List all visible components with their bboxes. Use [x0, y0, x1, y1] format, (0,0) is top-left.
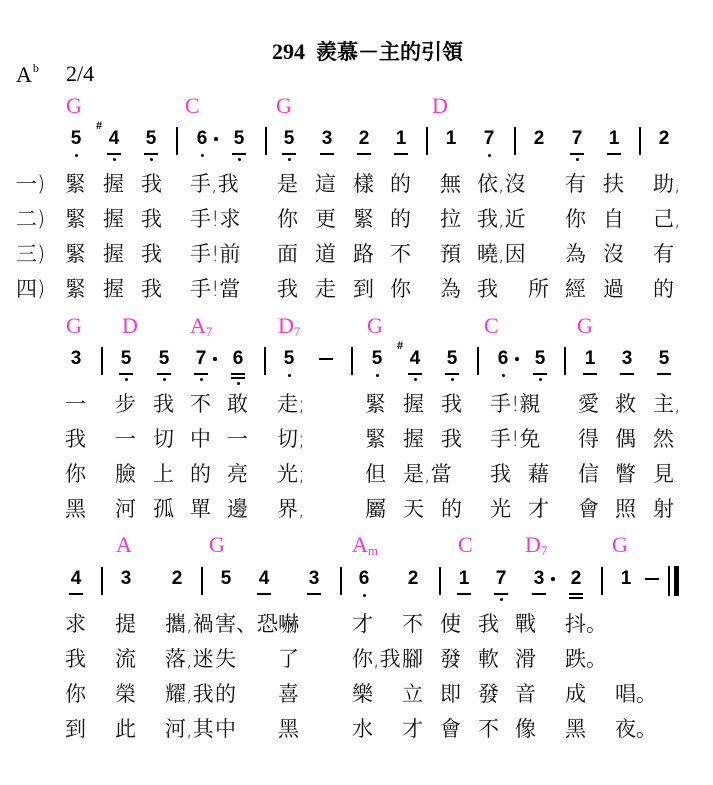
lyric-syllable: 不 — [478, 717, 499, 741]
lyric-syllable: 主, — [653, 392, 681, 416]
sustain-dash — [319, 358, 333, 360]
lyric-syllable: 過 — [603, 277, 624, 301]
jianpu-note: 5 — [280, 348, 298, 370]
jianpu-note: 3 — [70, 348, 82, 369]
chord-symbol: G — [66, 93, 82, 118]
lyric-syllable: 偶 — [615, 427, 636, 451]
underline-eighth — [107, 153, 121, 155]
lyric-syllable: 經 — [565, 277, 586, 301]
jianpu-note: 3 — [120, 568, 132, 589]
time-signature: 2/4 — [66, 61, 95, 86]
lyric-syllable: 河 — [115, 497, 136, 521]
lyric-syllable: 腳 — [402, 647, 423, 671]
jianpu-note: 5 — [531, 348, 549, 370]
lyric-syllable: 像 — [515, 717, 536, 741]
lyric-syllable: 落,迷 — [165, 647, 214, 671]
lyric-syllable: 的 — [390, 207, 411, 231]
octave-dot-below — [414, 378, 417, 381]
lyric-syllable: 所 — [528, 277, 549, 301]
jianpu-note: 3 — [305, 568, 323, 590]
lyric-syllable: 發 — [440, 647, 461, 671]
lyric-syllable: 預 — [440, 242, 461, 266]
jianpu-note: 2 — [567, 568, 585, 590]
lyric-syllable: 我 — [441, 427, 462, 451]
chord-quality: m — [367, 543, 379, 558]
lyric-syllable: 才 — [528, 497, 549, 521]
lyric-syllable: 己, — [653, 207, 681, 231]
lyric-syllable: 不 — [402, 612, 423, 636]
lyric-syllable: 你 — [65, 682, 86, 706]
lyric-syllable: 此 — [115, 717, 136, 741]
hymn-number: 294 — [272, 39, 305, 64]
barline — [264, 347, 266, 375]
lyric-syllable: 會 — [578, 497, 599, 521]
jianpu-note: 1 — [445, 128, 457, 149]
lyric-syllable: 上 — [153, 462, 174, 486]
lyric-syllable: 我 — [141, 242, 162, 266]
underline-eighth — [282, 153, 296, 155]
underline-eighth — [119, 373, 133, 375]
underline-eighth — [320, 153, 334, 155]
lyric-syllable: 射 — [653, 497, 674, 521]
chord-symbol: $A_7$ — [190, 313, 213, 339]
lyric-syllable: 的 — [390, 172, 411, 196]
lyric-syllable: 一 — [65, 392, 86, 416]
lyric-syllable: 提 — [115, 612, 136, 636]
barline — [601, 567, 603, 595]
lyric-syllable: 天 — [403, 497, 424, 521]
underline-eighth — [570, 153, 584, 155]
lyric-syllable: 為 — [440, 277, 461, 301]
octave-dot-below — [363, 594, 366, 597]
underline-eighth — [533, 373, 547, 375]
octave-dot-below — [288, 374, 291, 377]
lyric-syllable: 照 — [615, 497, 636, 521]
jianpu-note: 6 — [229, 348, 247, 370]
lyric-syllable: 光; — [277, 462, 306, 486]
chord-symbol: C — [458, 532, 473, 557]
lyric-syllable: 發 — [478, 682, 499, 706]
lyric-syllable: 亮 — [227, 462, 248, 486]
underline-sixteenth — [231, 377, 245, 379]
octave-dot-below — [451, 378, 454, 381]
lyric-syllable: 無 — [440, 172, 461, 196]
lyric-syllable: 緊 — [353, 207, 374, 231]
lyric-syllable: 道 — [315, 242, 336, 266]
lyric-syllable: 為 — [565, 242, 586, 266]
lyric-syllable: 流 — [115, 647, 136, 671]
lyric-syllable: 樣 — [353, 172, 374, 196]
lyric-syllable: 使 — [440, 612, 461, 636]
lyric-syllable: 到 — [353, 277, 374, 301]
jianpu-note: 3 — [530, 568, 548, 590]
lyric-syllable: 喜 — [278, 682, 299, 706]
lyric-syllable: 我 — [65, 427, 86, 451]
lyric-syllable: 河,其 — [165, 717, 214, 741]
lyric-syllable: 攜,禍 — [165, 612, 214, 636]
jianpu-note: 3 — [618, 348, 636, 370]
lyric-syllable: 藉 — [528, 462, 549, 486]
barline — [351, 347, 353, 375]
lyric-syllable: 握 — [103, 242, 124, 266]
lyric-syllable: 我 — [153, 392, 174, 416]
lyric-syllable: 我 — [141, 277, 162, 301]
lyric-syllable: 依,沒 — [477, 172, 526, 196]
lyric-syllable: 信 — [578, 462, 599, 486]
lyric-syllable: 走; — [277, 392, 306, 416]
chord-symbol: $A_m$ — [352, 532, 379, 558]
barline — [439, 567, 441, 595]
lyric-syllable: 你 — [65, 462, 86, 486]
underline-eighth — [408, 373, 422, 375]
lyric-syllable: 孤 — [153, 497, 174, 521]
lyric-syllable: 我 — [490, 462, 511, 486]
hymn-name: 羨慕－主的引領 — [316, 40, 463, 64]
chord-quality: 7 — [205, 324, 213, 339]
lyric-syllable: 的 — [653, 277, 674, 301]
lyric-syllable: 我 — [277, 277, 298, 301]
octave-dot-below — [75, 154, 78, 157]
lyric-syllable: 中 — [215, 717, 236, 741]
lyric-syllable: 救 — [615, 392, 636, 416]
jianpu-note: 5 — [220, 568, 232, 589]
chord-symbol: G — [209, 532, 225, 557]
jianpu-note: 7 — [480, 128, 498, 150]
lyric-syllable: 握 — [103, 207, 124, 231]
octave-dot-below — [201, 154, 204, 157]
jianpu-note: 7 — [568, 128, 586, 150]
octave-dot-below — [500, 598, 503, 601]
lyric-syllable: 敢 — [227, 392, 248, 416]
octave-dot-below — [576, 158, 579, 161]
barline — [564, 347, 566, 375]
lyric-syllable: 手,我 — [190, 172, 239, 196]
lyric-syllable: 中 — [190, 427, 211, 451]
lyric-syllable: 助, — [653, 172, 681, 196]
sharp-accidental: # — [397, 340, 404, 352]
octave-dot-below — [150, 158, 153, 161]
lyric-syllable: 得 — [578, 427, 599, 451]
jianpu-note: 3 — [318, 128, 336, 150]
lyric-syllable: 你 — [390, 277, 411, 301]
chord-symbol: A — [116, 532, 132, 557]
lyric-syllable: 一 — [115, 427, 136, 451]
lyric-syllable: 即 — [440, 682, 461, 706]
lyric-syllable: 手!親 — [490, 392, 541, 416]
lyric-syllable: 光 — [490, 497, 511, 521]
augmentation-dot — [551, 577, 555, 581]
jianpu-note: 7 — [492, 568, 510, 590]
lyric-syllable: 跌。 — [565, 647, 607, 671]
octave-dot-below — [125, 378, 128, 381]
lyric-syllable: 才 — [352, 612, 373, 636]
octave-dot-below — [163, 378, 166, 381]
underline-eighth — [445, 373, 459, 375]
barline — [265, 127, 267, 155]
lyric-syllable: 害、恐 — [215, 612, 278, 636]
underline-eighth — [144, 153, 158, 155]
lyric-syllable: 手!前 — [190, 242, 241, 266]
jianpu-note: 1 — [455, 568, 473, 590]
lyric-syllable: 的 — [215, 682, 236, 706]
lyric-syllable: 榮 — [115, 682, 136, 706]
lyric-syllable: 緊 — [365, 392, 386, 416]
barline — [514, 127, 516, 155]
chord-quality: 7 — [293, 324, 301, 339]
lyric-syllable: 會 — [440, 717, 461, 741]
jianpu-note: 5 — [655, 348, 673, 370]
lyric-syllable: 握 — [103, 172, 124, 196]
lyric-syllable: 唱。 — [615, 682, 657, 706]
jianpu-note: 2 — [355, 128, 373, 150]
chord-symbol: G — [367, 313, 383, 338]
lyric-syllable: 手!當 — [190, 277, 241, 301]
lyric-syllable: 才 — [402, 717, 423, 741]
lyric-syllable: 耀,我 — [165, 682, 214, 706]
jianpu-note: 5 — [443, 348, 461, 370]
lyric-syllable: 不 — [190, 392, 211, 416]
jianpu-note: 5 — [368, 348, 386, 370]
augmentation-dot — [213, 357, 217, 361]
key-letter: A — [16, 62, 32, 87]
jianpu-note: 1 — [620, 568, 632, 589]
lyric-syllable: 的 — [441, 497, 462, 521]
lyric-syllable: 我 — [478, 612, 499, 636]
jianpu-note: 5 — [67, 128, 85, 150]
lyric-syllable: 屬 — [365, 497, 386, 521]
jianpu-note: 5 — [280, 128, 298, 150]
barline — [477, 347, 479, 375]
underline-eighth — [394, 153, 408, 155]
lyric-syllable: 我,近 — [477, 207, 526, 231]
lyric-syllable: 一 — [227, 427, 248, 451]
lyric-syllable: 切 — [153, 427, 174, 451]
chord-symbol: D — [432, 93, 448, 118]
chord-symbol: $D_7$ — [278, 313, 301, 339]
lyric-syllable: 沒 — [603, 242, 624, 266]
jianpu-note: 7 — [192, 348, 210, 370]
lyric-syllable: 了 — [278, 647, 299, 671]
lyric-syllable: 是,當 — [403, 462, 452, 486]
lyric-syllable: 不 — [390, 242, 411, 266]
underline-eighth — [494, 593, 508, 595]
final-barline-thick — [674, 566, 679, 596]
lyric-syllable: 拉 — [440, 207, 461, 231]
lyric-syllable: 界, — [277, 497, 305, 521]
augmentation-dot — [214, 137, 218, 141]
octave-dot-below — [376, 374, 379, 377]
key-accidental: b — [32, 61, 39, 75]
lyric-syllable: 音 — [515, 682, 536, 706]
barline — [201, 567, 203, 595]
chord-quality: 7 — [540, 543, 548, 558]
lyric-syllable: 是 — [277, 172, 298, 196]
octave-dot-below — [113, 158, 116, 161]
lyric-syllable: 緊 — [65, 172, 86, 196]
underline-eighth — [257, 593, 271, 595]
chord-symbol: G — [66, 313, 82, 338]
barline — [639, 127, 641, 155]
lyric-syllable: 三) — [16, 242, 46, 266]
lyric-syllable: 自 — [603, 207, 624, 231]
lyric-syllable: 求 — [65, 612, 86, 636]
chord-symbol: C — [185, 93, 200, 118]
lyric-syllable: 我 — [477, 277, 498, 301]
underline-eighth — [583, 373, 597, 375]
jianpu-note: 1 — [605, 128, 623, 150]
lyric-syllable: 我 — [141, 172, 162, 196]
lyric-syllable: 的 — [190, 462, 211, 486]
lyric-syllable: 成 — [565, 682, 586, 706]
octave-dot-below — [539, 378, 542, 381]
lyric-syllable: 見 — [653, 462, 674, 486]
lyric-syllable: 握 — [403, 392, 424, 416]
lyric-syllable: 黑 — [565, 717, 586, 741]
underline-eighth — [532, 593, 546, 595]
lyric-syllable: 有 — [653, 242, 674, 266]
lyric-syllable: 樂 — [352, 682, 373, 706]
jianpu-note: 5 — [142, 128, 160, 150]
jianpu-note: 2 — [407, 568, 419, 589]
lyric-syllable: 走 — [315, 277, 336, 301]
underline-eighth — [231, 373, 245, 375]
jianpu-note: 1 — [581, 348, 599, 370]
octave-dot-below — [237, 382, 240, 385]
lyric-syllable: 緊 — [65, 242, 86, 266]
sharp-accidental: # — [96, 120, 103, 132]
chord-symbol: C — [484, 313, 499, 338]
jianpu-note: 6 — [494, 348, 512, 370]
jianpu-note: 4 # — [406, 348, 424, 370]
lyric-syllable: 單 — [190, 497, 211, 521]
lyric-syllable: 切; — [277, 427, 306, 451]
lyric-syllable: 黑 — [65, 497, 86, 521]
barline — [176, 127, 178, 155]
lyric-syllable: 但 — [365, 462, 386, 486]
jianpu-note: 5 — [117, 348, 135, 370]
barline — [340, 567, 342, 595]
augmentation-dot — [515, 357, 519, 361]
underline-eighth — [194, 373, 208, 375]
lyric-syllable: 有 — [565, 172, 586, 196]
lyric-syllable: 我 — [141, 207, 162, 231]
chord-symbol: G — [577, 313, 593, 338]
lyric-syllable: 抖。 — [565, 612, 607, 636]
lyric-syllable: 曉,因 — [477, 242, 526, 266]
underline-eighth — [307, 593, 321, 595]
lyric-syllable: 然 — [653, 427, 674, 451]
lyric-syllable: 你 — [277, 207, 298, 231]
lyric-syllable: 愛 — [578, 392, 599, 416]
underline-eighth — [69, 593, 83, 595]
chord-symbol: G — [276, 93, 292, 118]
underline-eighth — [569, 593, 583, 595]
lyric-syllable: 水 — [352, 717, 373, 741]
lyric-syllable: 這 — [315, 172, 336, 196]
octave-dot-below — [502, 374, 505, 377]
underline-eighth — [457, 593, 471, 595]
lyric-syllable: 扶 — [603, 172, 624, 196]
lyric-syllable: 一) — [16, 172, 46, 196]
jianpu-note: 4 — [255, 568, 273, 590]
lyric-syllable: 立 — [402, 682, 423, 706]
jianpu-note: 1 — [392, 128, 410, 150]
lyric-syllable: 緊 — [65, 277, 86, 301]
lyric-syllable: 失 — [215, 647, 236, 671]
lyric-syllable: 步 — [115, 392, 136, 416]
jianpu-note: 4 — [67, 568, 85, 590]
lyric-syllable: 夜。 — [615, 717, 657, 741]
jianpu-note: 5 — [230, 128, 248, 150]
underline-eighth — [657, 373, 671, 375]
sustain-dash — [645, 578, 659, 580]
lyric-syllable: 面 — [277, 242, 298, 266]
lyric-syllable: 更 — [315, 207, 336, 231]
chord-symbol: $D_7$ — [525, 532, 548, 558]
lyric-syllable: 手!求 — [190, 207, 241, 231]
hymn-title — [272, 36, 463, 66]
key-signature — [16, 61, 39, 88]
lyric-syllable: 四) — [16, 277, 46, 301]
lyric-syllable: 到 — [65, 717, 86, 741]
underline-sixteenth — [569, 597, 583, 599]
lyric-syllable: 你,我 — [352, 647, 401, 671]
lyric-syllable: 我 — [441, 392, 462, 416]
barline — [426, 127, 428, 155]
lyric-syllable: 戰 — [515, 612, 536, 636]
lyric-syllable: 瞥 — [615, 462, 636, 486]
lyric-syllable: 路 — [353, 242, 374, 266]
octave-dot-below — [288, 158, 291, 161]
jianpu-note: 6 — [193, 128, 211, 150]
jianpu-note: 2 — [533, 128, 545, 149]
chord-symbol: G — [612, 532, 628, 557]
lyric-syllable: 手!免 — [490, 427, 541, 451]
lyric-syllable: 我 — [65, 647, 86, 671]
lyric-syllable: 邊 — [227, 497, 248, 521]
jianpu-note: 4 # — [105, 128, 123, 150]
chord-symbol: D — [122, 313, 138, 338]
jianpu-note: 2 — [658, 128, 670, 149]
underline-eighth — [357, 153, 371, 155]
final-barline-thin — [668, 566, 670, 596]
barline — [101, 347, 103, 375]
underline-eighth — [232, 153, 246, 155]
jianpu-note: 6 — [355, 568, 373, 590]
lyric-syllable: 黑 — [278, 717, 299, 741]
octave-dot-below — [488, 154, 491, 157]
lyric-syllable: 緊 — [65, 207, 86, 231]
barline — [101, 567, 103, 595]
lyric-syllable: 緊 — [365, 427, 386, 451]
octave-dot-below — [238, 158, 241, 161]
underline-eighth — [607, 153, 621, 155]
lyric-syllable: 軟 — [478, 647, 499, 671]
lyric-syllable: 二) — [16, 207, 46, 231]
lyric-syllable: 嚇 — [278, 612, 299, 636]
lyric-syllable: 你 — [565, 207, 586, 231]
jianpu-note: 2 — [171, 568, 183, 589]
jianpu-note: 5 — [155, 348, 173, 370]
lyric-syllable: 臉 — [115, 462, 136, 486]
octave-dot-below — [200, 378, 203, 381]
underline-eighth — [157, 373, 171, 375]
lyric-syllable: 滑 — [515, 647, 536, 671]
underline-eighth — [620, 373, 634, 375]
lyric-syllable: 握 — [103, 277, 124, 301]
lyric-syllable: 握 — [403, 427, 424, 451]
